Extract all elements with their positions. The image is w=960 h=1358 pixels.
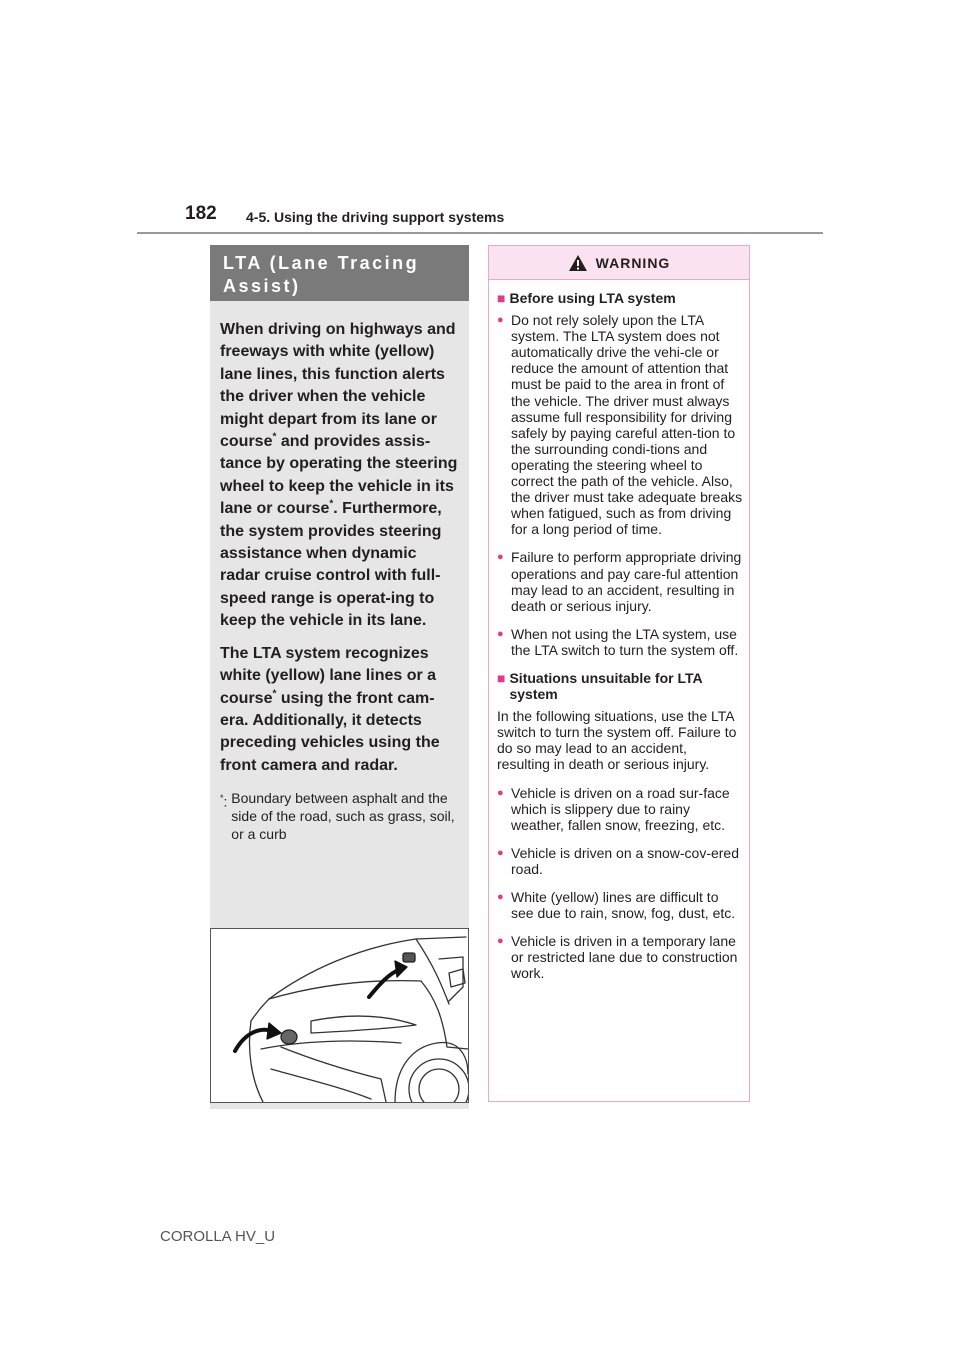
warning-bullet-text: When not using the LTA system, use the LTA switch to turn the system off. xyxy=(511,625,739,658)
footnote-ref: * xyxy=(272,688,277,700)
intro-text xyxy=(210,301,469,777)
bullet-dot-icon: ● xyxy=(497,786,504,799)
car-front-camera-radar-illustration xyxy=(210,928,469,1103)
radar-arrowhead xyxy=(267,1023,281,1039)
footnote-asterisk: * xyxy=(220,793,224,804)
warning-bullet xyxy=(497,933,743,981)
warning-subheading xyxy=(497,670,743,702)
front-wheel-outer xyxy=(409,1059,468,1102)
warning-bullet-text: Vehicle is driven on a snow-cov-ered road. xyxy=(511,844,740,877)
warning-bullet-text: Vehicle is driven on a road sur-face which is slippery due to rainy weather, fallen snow, freezing, etc. xyxy=(511,784,730,833)
intro-paragraph-1 xyxy=(220,319,459,633)
warning-bullet-text: Vehicle is driven in a temporary lane or restricted lane due to construction work. xyxy=(511,933,738,982)
footnote xyxy=(210,789,469,843)
lower-grille xyxy=(271,1069,371,1099)
header-rule xyxy=(137,232,823,234)
section-title: 4-5. Using the driving support systems xyxy=(246,209,505,225)
warning-bullet-text: Do not rely solely upon the LTA system. The LTA system does not automatically drive the vehi-cle or reduce the amount of attention that must be paid to the area in front of the vehicle. The driver must always assume full responsibility for driving safely by paying careful atten-tion to the surrounding condi-tions and operating the steering wheel to correct the path of the vehicle. Also, the driver must take adequate breaks when fatigued, such as from driving for a long period of time. xyxy=(511,312,743,538)
panel-title-bar xyxy=(210,245,469,301)
footer-text: COROLLA HV_U xyxy=(160,1228,276,1245)
headlight xyxy=(311,1016,416,1033)
warning-title: WARNING xyxy=(595,254,671,271)
warning-triangle-icon xyxy=(568,254,588,272)
bullet-dot-icon: ● xyxy=(497,627,504,640)
panel-title-line-1: LTA (Lane Tracing xyxy=(223,253,420,273)
warning-bullet xyxy=(497,312,743,537)
warning-bullet xyxy=(497,626,743,658)
hood-crease xyxy=(251,999,269,1021)
warning-subheading-text: Situations unsuitable for LTA system xyxy=(509,669,703,703)
side-window xyxy=(439,957,463,1001)
warning-bullet xyxy=(497,889,743,921)
intro-p2-text-b: using the front cam-era. Additionally, it detects preceding vehicles using the front camera and radar. xyxy=(220,689,440,774)
intro-p1-text-c: . Furthermore, the system provides steering assistance when dynamic radar cruise control with full-speed range is operat-ing to keep the vehicle in its lane. xyxy=(220,500,442,630)
intro-p1-text-a: When driving on highways and freeways with white (yellow) lane lines, this function alerts the driver when the vehicle might depart from its lane or course xyxy=(220,321,456,451)
front-camera-sensor xyxy=(403,953,415,962)
lta-intro-panel xyxy=(210,245,469,1109)
warning-subheading xyxy=(497,290,743,306)
grille xyxy=(281,1047,386,1102)
warning-bullet xyxy=(497,785,743,833)
warning-bullet-text: White (yellow) lines are difficult to see due to rain, snow, fog, dust, etc. xyxy=(511,889,736,922)
warning-bullet xyxy=(497,845,743,877)
bullet-dot-icon: ● xyxy=(497,314,504,327)
warning-header xyxy=(489,246,749,280)
warning-subheading-text: Before using LTA system xyxy=(509,290,676,306)
camera-arrowhead xyxy=(395,961,407,977)
front-radar-sensor xyxy=(281,1030,297,1044)
intro-p2-text-a: The LTA system recognizes white (yellow) lane lines or a course xyxy=(220,644,437,707)
bullet-dot-icon: ● xyxy=(497,891,504,903)
warning-paragraph: In the following situations, use the LTA switch to turn the system off. Failure to do so may lead to an accident, resulting in death or serious injury. xyxy=(497,708,737,773)
page-number: 182 xyxy=(185,203,217,224)
square-bullet-icon: ■ xyxy=(497,669,506,686)
square-bullet-icon: ■ xyxy=(497,290,506,306)
bullet-dot-icon: ● xyxy=(497,551,504,564)
front-wheel-inner xyxy=(419,1069,459,1102)
warning-box xyxy=(488,245,750,1102)
warning-bullet xyxy=(497,549,743,613)
footnote-ref: * xyxy=(272,431,277,443)
footnote-ref: * xyxy=(329,498,334,510)
footnote-marker xyxy=(220,789,231,843)
panel-title-line-2: Assist) xyxy=(223,276,301,296)
footnote-text: Boundary between asphalt and the side of the road, such as grass, soil, or a curb xyxy=(231,790,455,843)
warning-body xyxy=(489,280,749,981)
wheel-arch xyxy=(395,1042,468,1102)
bullet-dot-icon: ● xyxy=(497,846,504,859)
a-pillar xyxy=(416,939,449,1004)
windshield-outline xyxy=(269,937,466,999)
intro-p1-text-b: and provides assis-tance by operating the steering wheel to keep the vehicle in its lane or course xyxy=(220,433,458,518)
bullet-dot-icon: ● xyxy=(497,935,504,948)
intro-paragraph-2 xyxy=(220,643,459,777)
warning-bullet-text: Failure to perform appropriate driving operations and pay care-ful attention may lead to an accident, resulting in death or serious injury. xyxy=(511,549,742,614)
footnote-colon: : xyxy=(223,793,228,810)
